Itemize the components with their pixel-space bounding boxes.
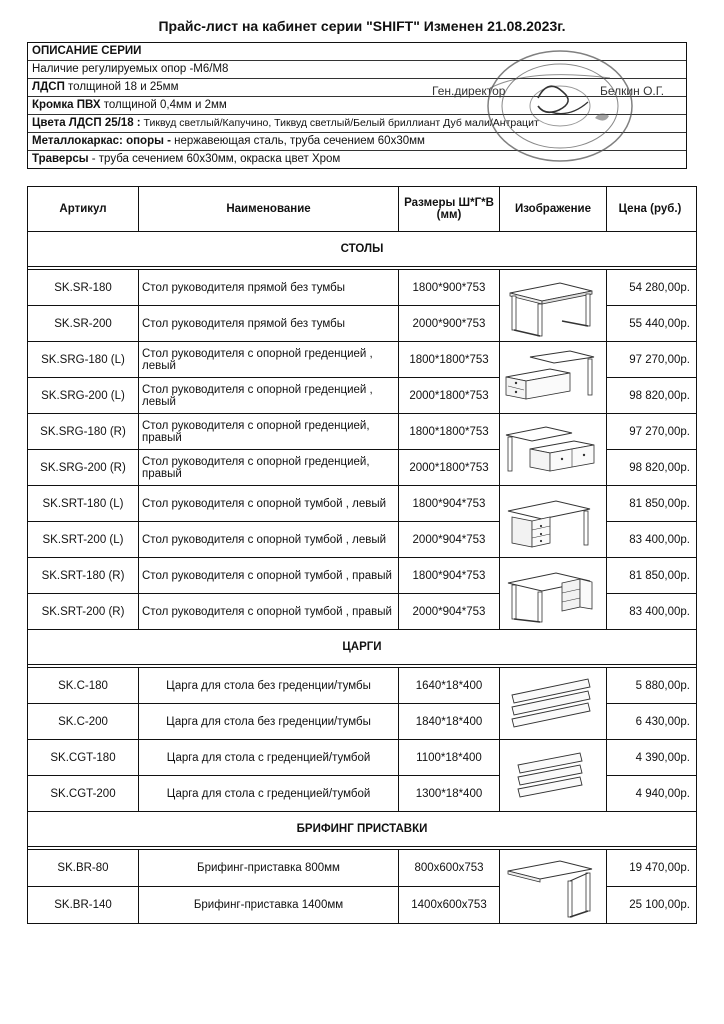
price-cell: 19 470,00р. <box>607 850 697 887</box>
section-title: СТОЛЫ <box>28 232 697 267</box>
description-header: ОПИСАНИЕ СЕРИИ <box>28 43 686 61</box>
article-cell: SK.C-200 <box>28 704 139 740</box>
name-cell: Стол руководителя с опорной греденцией , левый <box>139 378 399 414</box>
description-line-frame <box>28 133 686 151</box>
size-cell: 2000*904*753 <box>399 594 500 630</box>
article-cell: SK.CGT-180 <box>28 740 139 776</box>
name-cell: Стол руководителя с опорной тумбой , левый <box>139 522 399 558</box>
size-cell: 1640*18*400 <box>399 668 500 704</box>
traverses-label: Траверсы <box>32 153 89 165</box>
name-cell: Стол руководителя с опорной тумбой , правый <box>139 558 399 594</box>
description-line-ldsp <box>28 79 686 97</box>
name-cell: Брифинг-приставка 1400мм <box>139 887 399 924</box>
article-cell: SK.C-180 <box>28 668 139 704</box>
name-cell: Стол руководителя с опорной греденцией , левый <box>139 342 399 378</box>
article-cell: SK.SRG-200 (R) <box>28 450 139 486</box>
name-cell: Царга для стола без греденции/тумбы <box>139 668 399 704</box>
size-cell: 1800*1800*753 <box>399 342 500 378</box>
ldsp-text: толщиной 18 и 25мм <box>64 81 179 93</box>
size-cell: 1840*18*400 <box>399 704 500 740</box>
table-row <box>28 850 697 887</box>
price-cell: 4 390,00р. <box>607 740 697 776</box>
traverses-text: - труба сечением 60х30мм, окраска цвет Хром <box>88 153 341 165</box>
product-image-briefing-table <box>500 850 607 924</box>
description-line-supports: Наличие регулируемых опор -М6/М8 <box>28 61 686 79</box>
section-row <box>28 232 697 267</box>
size-cell: 2000*900*753 <box>399 306 500 342</box>
header-name: Наименование <box>139 187 399 232</box>
size-cell: 1800*904*753 <box>399 558 500 594</box>
size-cell: 1400х600х753 <box>399 887 500 924</box>
description-line-traverses <box>28 151 686 168</box>
product-image-desk-pedestal-left <box>500 486 607 558</box>
name-cell: Стол руководителя с опорной греденцией, правый <box>139 450 399 486</box>
article-cell: SK.SRG-180 (R) <box>28 414 139 450</box>
article-cell: SK.BR-80 <box>28 850 139 887</box>
product-image-straight-desk <box>500 270 607 342</box>
article-cell: SK.CGT-200 <box>28 776 139 812</box>
product-image-desk-credenza-right <box>500 414 607 486</box>
price-cell: 98 820,00р. <box>607 378 697 414</box>
product-image-modesty-panel-long <box>500 668 607 740</box>
price-cell: 6 430,00р. <box>607 704 697 740</box>
table-row <box>28 558 697 594</box>
section-title: БРИФИНГ ПРИСТАВКИ <box>28 812 697 847</box>
name-cell: Царга для стола с греденцией/тумбой <box>139 740 399 776</box>
size-cell: 2000*904*753 <box>399 522 500 558</box>
ldsp-label: ЛДСП <box>32 81 65 93</box>
frame-text: нержавеющая сталь, труба сечением 60х30мм <box>170 135 425 147</box>
edge-text: толщиной 0,4мм и 2мм <box>100 99 227 111</box>
article-cell: SK.SR-200 <box>28 306 139 342</box>
name-cell: Брифинг-приставка 800мм <box>139 850 399 887</box>
price-table <box>27 186 697 924</box>
section-title: ЦАРГИ <box>28 630 697 665</box>
size-cell: 1800*904*753 <box>399 486 500 522</box>
table-row <box>28 270 697 306</box>
table-row <box>28 668 697 704</box>
name-cell: Стол руководителя с опорной тумбой , правый <box>139 594 399 630</box>
price-cell: 4 940,00р. <box>607 776 697 812</box>
description-line-edge <box>28 97 686 115</box>
price-cell: 5 880,00р. <box>607 668 697 704</box>
header-size: Размеры Ш*Г*В (мм) <box>399 187 500 232</box>
price-cell: 81 850,00р. <box>607 558 697 594</box>
header-price: Цена (руб.) <box>607 187 697 232</box>
section-row <box>28 630 697 665</box>
name-cell: Стол руководителя с опорной греденцией, правый <box>139 414 399 450</box>
name-cell: Стол руководителя прямой без тумбы <box>139 306 399 342</box>
size-cell: 2000*1800*753 <box>399 450 500 486</box>
product-image-desk-pedestal-right <box>500 558 607 630</box>
size-cell: 2000*1800*753 <box>399 378 500 414</box>
size-cell: 1100*18*400 <box>399 740 500 776</box>
table-row <box>28 414 697 450</box>
product-image-desk-credenza-left <box>500 342 607 414</box>
signature-label: Ген.директор <box>432 84 506 98</box>
colors-text: Тиквуд светлый/Капучино, Тиквуд светлый/Белый бриллиант Дуб мали/Антрацит <box>140 117 539 129</box>
product-image-modesty-panel-short <box>500 740 607 812</box>
page-title: Прайс-лист на кабинет серии "SHIFT" Изменен 21.08.2023г. <box>158 18 566 34</box>
price-cell: 98 820,00р. <box>607 450 697 486</box>
colors-label: Цвета ЛДСП 25/18 : <box>32 117 141 129</box>
size-cell: 800х600х753 <box>399 850 500 887</box>
price-cell: 81 850,00р. <box>607 486 697 522</box>
frame-label: Металлокаркас: опоры - <box>32 135 171 147</box>
header-image: Изображение <box>500 187 607 232</box>
header-article: Артикул <box>28 187 139 232</box>
edge-label: Кромка ПВХ <box>32 99 101 111</box>
name-cell: Стол руководителя с опорной тумбой , левый <box>139 486 399 522</box>
size-cell: 1800*1800*753 <box>399 414 500 450</box>
signature-name: Белкин О.Г. <box>600 84 665 98</box>
article-cell: SK.SRT-200 (R) <box>28 594 139 630</box>
price-cell: 83 400,00р. <box>607 522 697 558</box>
article-cell: SK.SRT-180 (R) <box>28 558 139 594</box>
size-cell: 1800*900*753 <box>399 270 500 306</box>
series-description <box>27 42 687 169</box>
description-line-colors <box>28 115 686 133</box>
name-cell: Стол руководителя прямой без тумбы <box>139 270 399 306</box>
price-cell: 55 440,00р. <box>607 306 697 342</box>
section-row <box>28 812 697 847</box>
price-cell: 97 270,00р. <box>607 414 697 450</box>
price-cell: 97 270,00р. <box>607 342 697 378</box>
article-cell: SK.SRT-180 (L) <box>28 486 139 522</box>
price-cell: 83 400,00р. <box>607 594 697 630</box>
table-row <box>28 486 697 522</box>
article-cell: SK.BR-140 <box>28 887 139 924</box>
article-cell: SK.SR-180 <box>28 270 139 306</box>
price-cell: 54 280,00р. <box>607 270 697 306</box>
size-cell: 1300*18*400 <box>399 776 500 812</box>
article-cell: SK.SRT-200 (L) <box>28 522 139 558</box>
table-row <box>28 342 697 378</box>
table-row <box>28 740 697 776</box>
price-cell: 25 100,00р. <box>607 887 697 924</box>
name-cell: Царга для стола с греденцией/тумбой <box>139 776 399 812</box>
name-cell: Царга для стола без греденции/тумбы <box>139 704 399 740</box>
table-header-row <box>28 187 697 232</box>
article-cell: SK.SRG-200 (L) <box>28 378 139 414</box>
article-cell: SK.SRG-180 (L) <box>28 342 139 378</box>
